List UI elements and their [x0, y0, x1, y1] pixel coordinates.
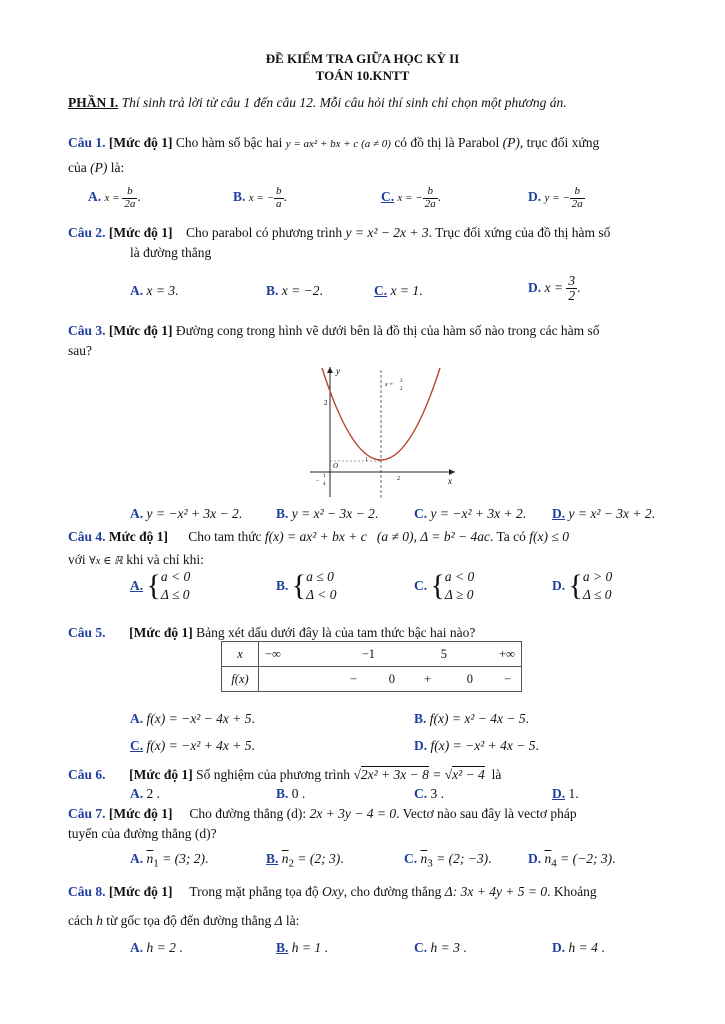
q8-text-a: Trong mặt phẳng tọa độ	[189, 884, 319, 899]
q1-option-b-pre: x = −	[248, 192, 274, 205]
q4-option-a[interactable]	[130, 568, 190, 604]
sign-table	[221, 641, 522, 692]
q8-option-a-letter: A.	[130, 940, 144, 955]
q4-option-a-l1: a < 0	[160, 569, 191, 584]
q1-option-a-pre: x =	[104, 192, 123, 205]
q6-option-a-value: 2	[146, 786, 154, 801]
q2-option-d-num: 3	[568, 273, 576, 288]
tick-neg-num: 1	[323, 474, 326, 479]
sign-table-x-values	[259, 642, 522, 667]
q8-option-b-value: h = 1	[291, 940, 322, 955]
q1-option-b-fraction	[274, 186, 284, 210]
q2-text-b: . Trục đối xứng của đồ thị hàm số	[428, 225, 611, 240]
q5-option-c-value: f(x) = −x² + 4x + 5	[146, 738, 252, 753]
q7-line1	[68, 806, 577, 822]
q7-option-a-value: = (3; 2)	[158, 851, 205, 866]
q4-option-c-l1: a < 0	[444, 569, 475, 584]
q3-option-c-value: y = −x² + 3x + 2	[430, 506, 523, 521]
q5-option-d[interactable]: D. f(x) = −x² + 4x − 5.	[414, 738, 539, 753]
sign-zero-2: 0	[466, 671, 473, 686]
q7-option-b-vec: $\overline{n}$	[281, 851, 289, 866]
y-axis-arrow	[327, 367, 333, 373]
q7-option-d-sub: 4	[551, 857, 557, 870]
q4-text-c: với	[68, 552, 86, 567]
x-neg-inf: −∞	[265, 646, 281, 661]
q1-option-a-den: 2a	[124, 197, 136, 210]
q2-option-c-value: x = 1	[390, 283, 420, 298]
sign-3: −	[503, 671, 511, 686]
q1-option-c[interactable]: C. x = − $\frac{b}{2a}$ .	[381, 185, 442, 210]
q1-option-c-den: 2a	[424, 197, 436, 210]
q1-option-d-letter: D.	[528, 189, 542, 205]
q3-label: Câu 3.	[68, 323, 106, 338]
q8-option-d-value: h = 4	[568, 940, 598, 955]
q5-option-d-value: f(x) = −x² + 4x − 5	[430, 738, 536, 753]
q4-option-d-letter: D.	[552, 578, 566, 594]
q2-text-a: Cho parabol có phương trình	[185, 225, 343, 240]
tick-2-label: 2	[324, 399, 328, 407]
q2-option-d-fraction	[566, 274, 577, 303]
q2-option-a[interactable]: A. x = 3.	[130, 283, 179, 298]
q4-line1	[68, 529, 569, 545]
q8-option-c[interactable]: C. h = 3 .	[414, 940, 467, 955]
sign-table-x-header: x	[222, 642, 259, 667]
q8-option-d-letter: D.	[552, 940, 566, 955]
q2-line1	[68, 225, 610, 241]
q6-option-b-value: 0	[291, 786, 299, 801]
q3-level: [Mức độ 1]	[108, 323, 173, 338]
q4-forall: ∀x ∈ ℝ	[89, 555, 123, 567]
q8-option-d[interactable]: D. h = 4 .	[552, 940, 605, 955]
q1-text-e: là:	[110, 160, 125, 175]
asym-label: x =	[385, 382, 394, 388]
q4-option-a-brace: {	[146, 569, 161, 603]
q6-option-d-letter: D.	[552, 786, 566, 801]
q5-option-b-letter: B.	[414, 711, 427, 726]
q6-option-d-value: 1	[568, 786, 576, 801]
sign-zero-1: 0	[388, 671, 395, 686]
tick-1-label: 1	[365, 457, 368, 463]
q2-label: Câu 2.	[68, 225, 106, 240]
q6-option-c-value: 3	[430, 786, 438, 801]
q4-option-c-brace: {	[430, 569, 445, 603]
q7-option-c-value: = (2; −3)	[432, 851, 489, 866]
q4-option-c-l2: Δ ≥ 0	[444, 587, 474, 603]
q7-option-d-vec: $\overline{n}$	[544, 851, 552, 866]
q7-option-c-sub: 3	[427, 857, 433, 870]
q1-option-d-num: b	[570, 186, 585, 199]
origin-label: O	[333, 462, 339, 470]
q4-label: Câu 4.	[68, 529, 106, 544]
q3-option-c-letter: C.	[414, 506, 428, 521]
q1-option-b-den: a	[276, 197, 282, 210]
q6-lhs: 2x² + 3x − 8	[360, 767, 429, 782]
q3-option-c[interactable]: C. y = −x² + 3x + 2.	[414, 506, 527, 521]
q4-level: Mức độ 1]	[108, 529, 168, 544]
q3-text: Đường cong trong hình vẽ dưới bên là đồ thị của hàm số nào trong các hàm số	[175, 323, 600, 338]
q7-option-b[interactable]: B. $\overline{n}_2 = (2$; 3).	[266, 851, 344, 870]
q8-text-d: cách	[68, 913, 93, 928]
q4-option-a-system	[161, 568, 190, 604]
q8-h: h	[96, 913, 103, 928]
q7-label: Câu 7.	[68, 806, 106, 821]
q4-option-d-brace: {	[568, 569, 583, 603]
q8-text-f: là:	[285, 913, 300, 928]
q1-option-d-pre: y = −	[544, 192, 570, 205]
q8-line-eq: Δ: 3x + 4y + 5 = 0	[444, 884, 548, 899]
q5-line1	[68, 625, 475, 641]
q1-line1	[68, 135, 599, 151]
q2-option-c-letter: C.	[374, 283, 388, 298]
q7-level: [Mức độ 1]	[108, 806, 173, 821]
q1-level: [Mức độ 1]	[108, 135, 173, 150]
q5-text: Bảng xét dấu dưới đây là của tam thức bậc hai nào?	[196, 625, 476, 640]
q3-option-b[interactable]: B. y = x² − 3x − 2.	[276, 506, 379, 521]
q7-option-c-letter: C.	[404, 851, 418, 866]
q7-option-d-value: = (−2; 3)	[556, 851, 613, 866]
q2-option-d[interactable]: D. x = $\frac{3}{2}$ .	[528, 273, 581, 304]
q2-line2: là đường thẳng	[130, 245, 212, 260]
q4-option-a-l2: Δ ≤ 0	[160, 587, 190, 603]
q1-option-c-letter: C.	[381, 189, 395, 205]
q4-option-b-l1: a ≤ 0	[306, 569, 334, 584]
q1-formula: y = ax² + bx + c (a ≠ 0)	[285, 138, 391, 150]
tick-neg-sign: −	[316, 478, 320, 484]
q1-option-d-fraction	[570, 186, 585, 210]
q5-sign-table	[221, 641, 522, 692]
x-label: x	[448, 476, 452, 486]
q2-option-a-value: x = 3	[146, 283, 176, 298]
q2-level: [Mức độ 1]	[108, 225, 173, 240]
q6-equation: √2x² + 3x − 8 = √x² − 4	[353, 767, 485, 782]
q2-option-b-letter: B.	[266, 283, 279, 298]
q5-option-a-value: f(x) = −x² − 4x + 5	[146, 711, 252, 726]
q4-option-a-letter: A.	[130, 578, 144, 594]
q1-option-b-num: b	[276, 185, 282, 197]
q6-option-b[interactable]: B. 0 .	[276, 786, 306, 801]
q7-text-a: Cho đường thẳng (d):	[189, 806, 307, 821]
q1-text-b: có đồ thị là Parabol	[394, 135, 500, 150]
q3-option-d-value: y = x² − 3x + 2	[568, 506, 652, 521]
q4-text-d: khi và chỉ khi:	[126, 552, 204, 567]
q3-option-a[interactable]: A. y = −x² + 3x − 2.	[130, 506, 243, 521]
x-axis-arrow	[449, 469, 455, 475]
q3-option-b-letter: B.	[276, 506, 289, 521]
sign-table-f-values	[259, 667, 522, 692]
q4-text-b: . Ta có	[490, 529, 526, 544]
q8-option-a-value: h = 2	[146, 940, 176, 955]
q4-option-d[interactable]	[552, 568, 612, 604]
q7-option-a-vec: $\overline{n}$	[146, 851, 154, 866]
q5-option-a-letter: A.	[130, 711, 144, 726]
q5-level: [Mức độ 1]	[129, 625, 193, 640]
q1-label: Câu 1.	[68, 135, 106, 150]
q2-option-d-letter: D.	[528, 279, 542, 295]
q1-line2	[68, 160, 124, 176]
q7-option-d[interactable]: D. $\overline{n}_4 = (-2$; 3).	[528, 851, 616, 870]
q6-option-d[interactable]: D. 1.	[552, 786, 579, 801]
q4-text-a: Cho tam thức	[188, 529, 262, 544]
q4-option-d-system	[583, 568, 612, 604]
q6-line1	[68, 767, 501, 783]
q2-option-d-den: 2	[568, 288, 576, 304]
sign-table-f-header: f(x)	[222, 667, 259, 692]
q8-option-c-value: h = 3	[430, 940, 460, 955]
q1-option-c-num: b	[423, 186, 438, 199]
q2-option-b[interactable]: B. x = −2.	[266, 283, 323, 298]
q7-option-a-sub: 1	[153, 857, 159, 870]
tick-x2-label: 2	[397, 476, 400, 482]
sign-1: −	[349, 671, 357, 686]
q4-delta: Δ = b² − 4ac	[420, 529, 490, 544]
q7-line2: tuyến của đường thẳng (d)?	[68, 826, 217, 841]
q1-option-d[interactable]	[528, 186, 585, 210]
sign-2: +	[423, 671, 431, 686]
q5-label: Câu 5.	[68, 625, 106, 640]
q1-option-a[interactable]: A. x = $\frac{b}{2a}$ .	[88, 185, 141, 210]
q5-option-b-value: f(x) = x² − 4x − 5	[429, 711, 526, 726]
part1-line	[68, 95, 567, 111]
q4-option-d-l1: a > 0	[582, 569, 613, 584]
q7-formula: 2x + 3y − 4 = 0	[309, 806, 397, 821]
q5-option-b[interactable]: B. f(x) = x² − 4x − 5.	[414, 711, 529, 726]
q8-text-e: từ gốc tọa độ đến đường thẳng	[106, 913, 272, 928]
q6-option-a-letter: A.	[130, 786, 144, 801]
q8-line1	[68, 884, 597, 900]
q3-option-d[interactable]: D. y = x² − 3x + 2.	[552, 506, 655, 521]
q6-option-c-letter: C.	[414, 786, 428, 801]
q6-level: [Mức độ 1]	[129, 767, 193, 782]
q6-text-b: là	[491, 767, 502, 782]
q8-option-b-letter: B.	[276, 940, 289, 955]
q1-text-a: Cho hàm số bậc hai	[175, 135, 283, 150]
q4-option-b-letter: B.	[276, 578, 289, 594]
q2-formula: y = x² − 2x + 3	[345, 225, 429, 240]
q7-option-c[interactable]: C. $\overline{n}_3 = (2$; −3).	[404, 851, 492, 870]
sign-table-row-f	[222, 667, 522, 692]
q3-option-d-letter: D.	[552, 506, 566, 521]
q3-option-b-value: y = x² − 3x − 2	[291, 506, 375, 521]
q4-option-d-l2: Δ ≤ 0	[582, 587, 612, 603]
y-label: y	[336, 366, 340, 376]
tick-neg-den: 4	[323, 482, 326, 487]
x-root2: 5	[440, 646, 447, 661]
q8-text-b: , cho đường thẳng	[343, 884, 442, 899]
q7-option-b-sub: 2	[288, 857, 295, 870]
q1-p: (P)	[502, 135, 520, 150]
q1-option-a-letter: A.	[88, 189, 102, 205]
q3-option-a-letter: A.	[130, 506, 144, 521]
q6-label: Câu 6.	[68, 767, 106, 782]
q4-option-b[interactable]	[276, 568, 336, 604]
q1-option-b-letter: B.	[233, 189, 246, 205]
q7-option-a-letter: A.	[130, 851, 144, 866]
q1-option-d-den: 2a	[571, 197, 583, 210]
q1-option-c-fraction	[423, 186, 438, 210]
q1-option-a-fraction	[122, 186, 137, 210]
q1-p2: (P)	[90, 160, 108, 175]
q5-option-a[interactable]: A. f(x) = −x² − 4x + 5.	[130, 711, 255, 726]
q8-label: Câu 8.	[68, 884, 106, 899]
q8-text-c: . Khoảng	[547, 884, 597, 899]
asym-den: 2	[400, 387, 403, 392]
q7-option-b-value: = (2; 3)	[294, 851, 341, 866]
q8-level: [Mức độ 1]	[108, 884, 173, 899]
q2-option-b-value: x = −2	[281, 283, 320, 298]
q4-option-b-system	[306, 568, 336, 604]
q7-option-d-letter: D.	[528, 851, 542, 866]
q8-option-b[interactable]: B. h = 1 .	[276, 940, 328, 955]
q6-option-a[interactable]: A. 2 .	[130, 786, 160, 801]
q1-option-b[interactable]: B. x = − $\frac{b}{a}$ .	[233, 185, 287, 210]
q4-option-c-system	[445, 568, 474, 604]
q6-text-a: Số nghiệm của phương trình	[196, 767, 351, 782]
q4-line2	[68, 552, 204, 568]
q3-line1	[68, 323, 600, 339]
q1-option-a-num: b	[122, 186, 137, 199]
x-root1: −1	[361, 646, 375, 661]
q5-option-c[interactable]: C. f(x) = −x² + 4x + 5.	[130, 738, 255, 753]
q5-option-c-letter: C.	[130, 738, 144, 753]
q1-option-c-pre: x = −	[397, 192, 423, 205]
q3-line2: sau?	[68, 343, 92, 358]
q2-option-a-letter: A.	[130, 283, 144, 298]
q8-line2	[68, 913, 299, 929]
q7-option-a[interactable]: A. $\overline{n}_1 = (3$; 2).	[130, 851, 209, 870]
q8-option-a[interactable]: A. h = 2 .	[130, 940, 183, 955]
q8-delta: Δ	[274, 913, 283, 928]
x-pos-inf: +∞	[499, 646, 515, 661]
q4-option-b-l2: Δ < 0	[306, 587, 337, 603]
sign-table-row-x	[222, 642, 522, 667]
q4-cond: (a ≠ 0),	[376, 529, 417, 544]
q6-rhs: x² − 4	[452, 767, 485, 782]
q3-option-a-value: y = −x² + 3x − 2	[146, 506, 239, 521]
q4-option-c[interactable]	[414, 568, 474, 604]
q1-text-c: , trục đối xứng	[519, 135, 600, 150]
q7-text-b: . Vectơ nào sau đây là vectơ pháp	[396, 806, 577, 821]
q4-formula: f(x) = ax² + bx + c	[264, 529, 367, 544]
q1-text-d: của	[68, 160, 87, 175]
exam-subtitle: TOÁN 10.KNTT	[315, 68, 410, 83]
part1-instruction: Thí sinh trả lời từ câu 1 đến câu 12. Mỗi câu hỏi thí sinh chỉ chọn một phương án.	[121, 95, 567, 110]
part1-label: PHẦN I.	[68, 95, 119, 110]
exam-title: ĐỀ KIỂM TRA GIỮA HỌC KỲ II	[265, 51, 460, 66]
q3-parabola-graph	[300, 362, 460, 502]
q8-option-c-letter: C.	[414, 940, 428, 955]
q4-option-b-brace: {	[291, 569, 307, 603]
q7-option-b-letter: B.	[266, 851, 279, 866]
q7-option-c-vec: $\overline{n}$	[420, 851, 428, 866]
q6-option-c[interactable]: C. 3 .	[414, 786, 444, 801]
q2-option-d-value: x =	[544, 279, 567, 295]
q2-option-c[interactable]: C. x = 1.	[374, 283, 423, 298]
asym-num: 3	[400, 379, 403, 384]
q4-option-c-letter: C.	[414, 578, 428, 594]
q8-oxy: Oxy	[321, 884, 344, 899]
q5-option-d-letter: D.	[414, 738, 428, 753]
q6-option-b-letter: B.	[276, 786, 289, 801]
q4-ineq: f(x) ≤ 0	[529, 529, 569, 544]
